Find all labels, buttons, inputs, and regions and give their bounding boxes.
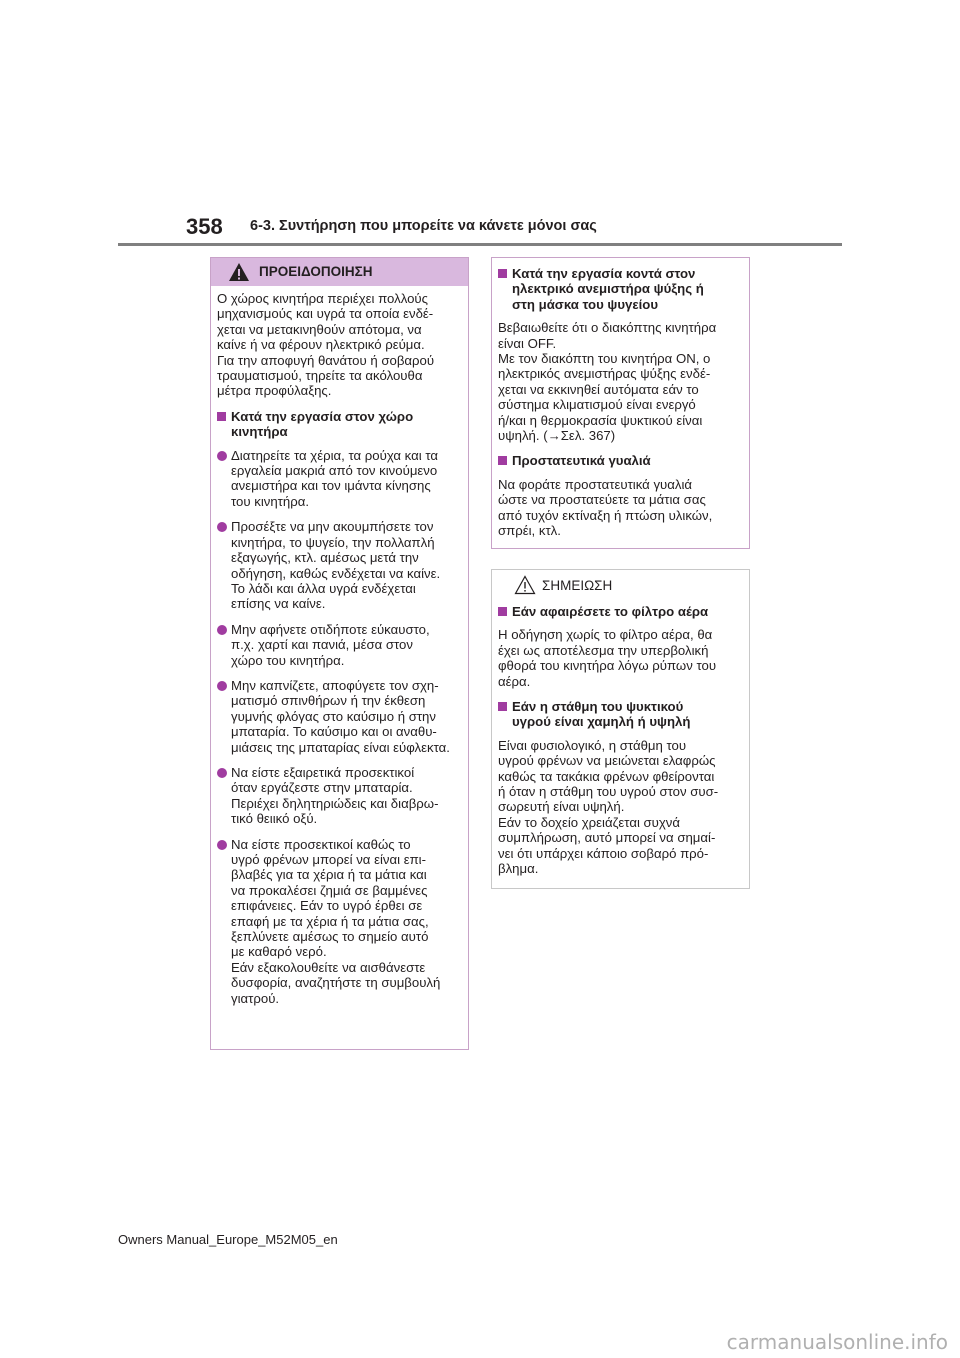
warning-title: ΠΡΟΕΙΔΟΠΟΙΗΣΗ [259, 264, 373, 279]
square-bullet-icon [217, 412, 226, 421]
list-item: Να είστε εξαιρετικά προσεκτικοί όταν εργάζεστε στην μπαταρία. Περιέχει δηλητηριώδεις και διαβρω- τικό θειικό οξύ. [217, 765, 462, 827]
section-body: Να φοράτε προστατευτικά γυαλιά ώστε να προστατεύετε τα μάτια σας από τυχόν εκτίναξη ή πτώση υλικών, σπρέι, κτλ. [498, 476, 713, 539]
circle-bullet-icon [217, 451, 227, 461]
list-item: Να είστε προσεκτικοί καθώς το υγρό φρένων μπορεί να είναι επι- βλαβές για τα χέρια ή τα μάτια και να προκαλέσει ζημιά σε βαμμένες επιφάνειες. Εάν το υγρό έρθει σε επαφή με τα χέρια ή τα μάτια σας, ξεπλύνετε αμέσως το σημείο αυτό με καθαρό νερό. Εάν εξακολουθείτε να αισθάνεστε δυσφορία, αναζητήστε τη συμβουλή γιατρού. [217, 837, 462, 1006]
section-heading: Προστατευτικά γυαλιά [498, 453, 743, 468]
section-body: Είναι φυσιολογικό, η στάθμη του υγρού φρένων να μειώνεται ελαφρώς καθώς τα τακάκια φρένων φθείρονται ή όταν η στάθμη του υγρού στον συσ- σωρευτή είναι υψηλή. Εάν το δοχείο χρειάζεται συχνά συμπλήρωση, αυτό μπορεί να σημαί- νει ότι υπάρχει κάποιο σοβαρό πρό- βλημα. [498, 737, 719, 877]
list-item: Μην αφήνετε οτιδήποτε εύκαυστο, π.χ. χαρτί και πανιά, μέσα στον χώρο του κινητήρα. [217, 622, 462, 668]
list-item: Διατηρείτε τα χέρια, τα ρούχα και τα εργαλεία μακριά από τον κινούμενο ανεμιστήρα και τον ιμάντα κίνησης του κινητήρα. [217, 448, 462, 510]
warning-section-heading: Κατά την εργασία στον χώρο κινητήρα [217, 409, 462, 440]
circle-bullet-icon [217, 681, 227, 691]
note-title: ΣΗΜΕΙΩΣΗ [542, 578, 613, 593]
circle-bullet-icon [217, 840, 227, 850]
section-heading: Εάν αφαιρέσετε το φίλτρο αέρα [498, 604, 743, 619]
circle-bullet-icon [217, 768, 227, 778]
circle-bullet-icon [217, 625, 227, 635]
circle-bullet-icon [217, 522, 227, 532]
section-body: Βεβαιωθείτε ότι ο διακόπτης κινητήρα είναι OFF. Με τον διακόπτη του κινητήρα ON, ο ηλεκτρικός ανεμιστήρας ψύξης ενδέ- χεται να εκκινηθεί αυτόματα εάν το σύστημα κλιματισμού είναι ενεργό ή/και η θερμοκρασία ψυκτικού είναι υψηλή. (→Σελ. 367) [498, 320, 717, 444]
section-title: 6-3. Συντήρηση που μπορείτε να κάνετε μόνοι σας [250, 218, 597, 234]
list-item: Μην καπνίζετε, αποφύγετε τον σχη- ματισμό σπινθήρων ή την έκθεση γυμνής φλόγας στο καύσιμο ή στην μπαταρία. Το καύσιμο και οι αναθυ- μιάσεις της μπαταρίας είναι εύφλεκτα. [217, 678, 462, 755]
warning-triangle-icon [228, 262, 250, 282]
header-rule [118, 243, 842, 246]
warning-box [210, 257, 469, 1050]
section-heading: Κατά την εργασία κοντά στον ηλεκτρικό ανεμιστήρα ψύξης ή στη μάσκα του ψυγείου [498, 266, 743, 312]
note-box [491, 569, 750, 889]
square-bullet-icon [498, 269, 507, 278]
caution-triangle-icon [514, 575, 536, 595]
watermark: carmanualsonline.info [726, 1330, 948, 1354]
square-bullet-icon [498, 702, 507, 711]
note-header [492, 570, 749, 598]
warning-continuation-box [491, 257, 750, 549]
square-bullet-icon [498, 456, 507, 465]
section-heading: Εάν η στάθμη του ψυκτικού υγρού είναι χαμηλή ή υψηλή [498, 699, 743, 730]
square-bullet-icon [498, 607, 507, 616]
footer-text: Owners Manual_Europe_M52M05_en [118, 1232, 338, 1247]
section-body: Η οδήγηση χωρίς το φίλτρο αέρα, θα έχει ως αποτέλεσμα την υπερβολική φθορά του κινητήρα λόγω ρύπων του αέρα. [498, 627, 717, 689]
list-item: Προσέξτε να μην ακουμπήσετε τον κινητήρα, το ψυγείο, την πολλαπλή εξαγωγής, κτλ. αμέσως μετά την οδήγηση, καθώς ενδέχεται να καίνε. Το λάδι και άλλα υγρά ενδέχεται επίσης να καίνε. [217, 519, 462, 611]
warning-intro: Ο χώρος κινητήρα περιέχει πολλούς μηχανισμούς και υγρά τα οποία ενδέ- χεται να μετακινηθούν απότομα, να καίνε ή να φέρουν ηλεκτρικό ρεύμα. Για την αποφυγή θανάτου ή σοβαρού τραυματισμού, τηρείτε τα ακόλουθα μέτρα προφύλαξης. [217, 291, 435, 399]
page-number: 358 [186, 214, 223, 239]
warning-header [211, 258, 468, 286]
